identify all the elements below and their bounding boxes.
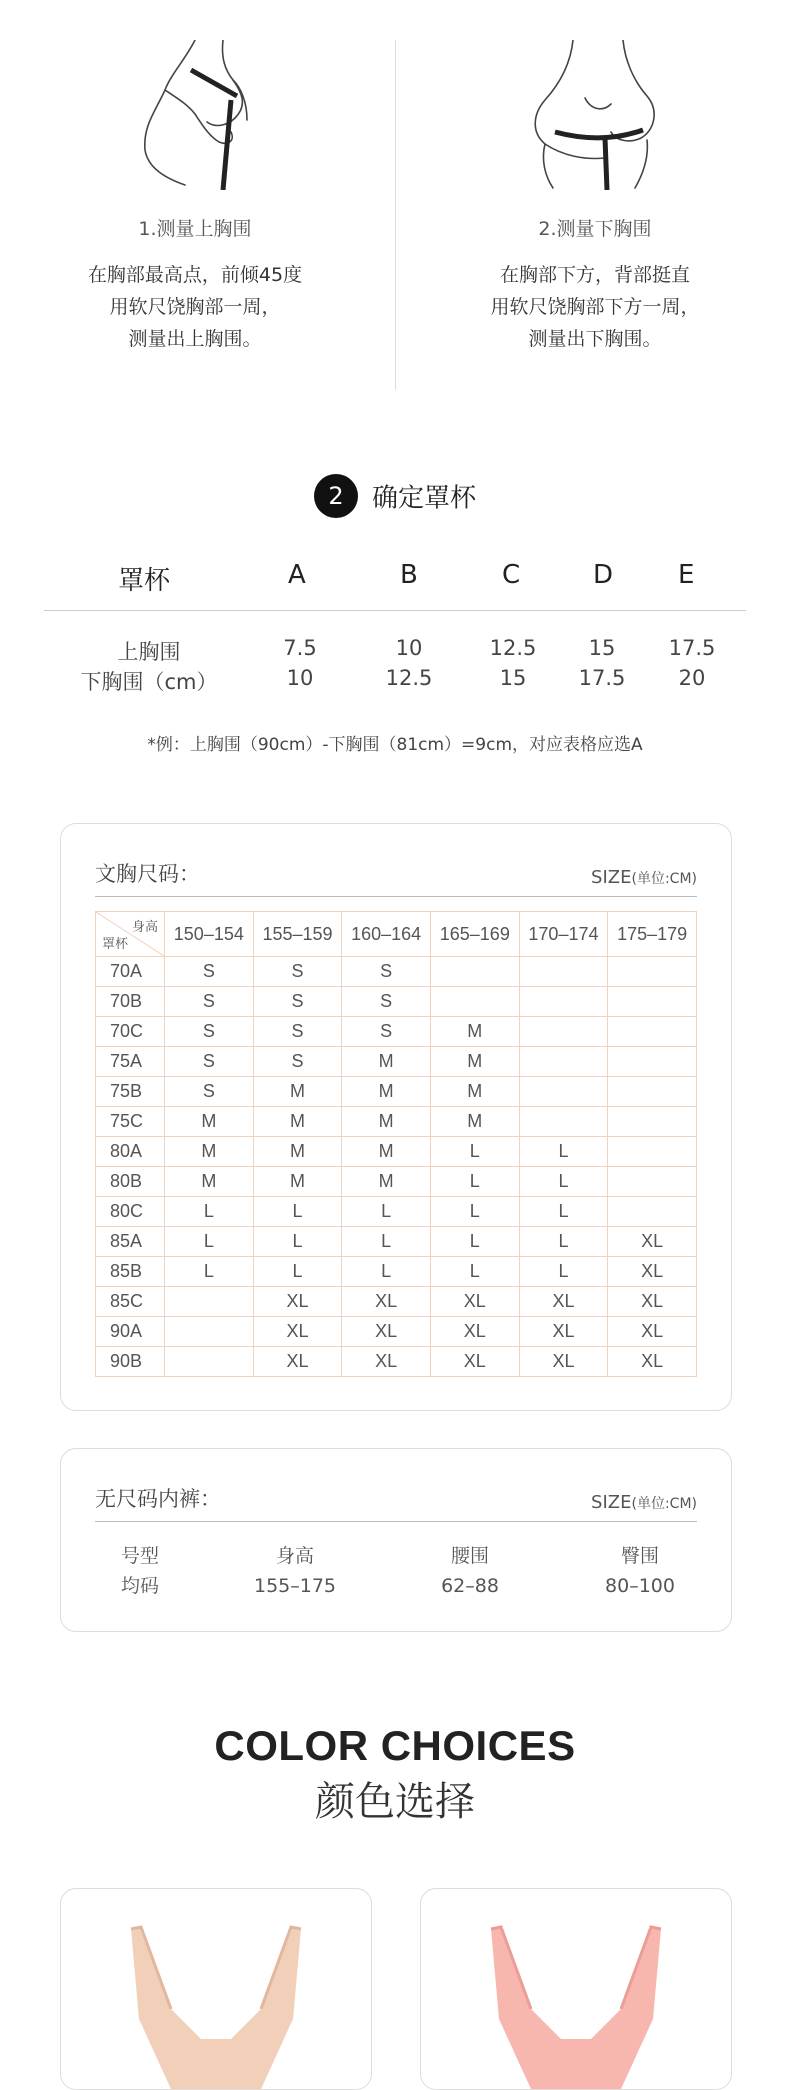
size-cell: S xyxy=(342,987,431,1017)
size-cell: M xyxy=(165,1167,254,1197)
height-col-header: 165–169 xyxy=(430,912,519,957)
size-cell: M xyxy=(342,1047,431,1077)
size-cell xyxy=(519,1077,608,1107)
cup-size-label: 75B xyxy=(96,1077,165,1107)
size-cell: M xyxy=(342,1107,431,1137)
upper-bust-illustration-icon xyxy=(115,40,275,190)
size-cell: L xyxy=(519,1137,608,1167)
bra-size-table xyxy=(95,911,697,1377)
size-cell: L xyxy=(519,1227,608,1257)
bra-size-card xyxy=(60,823,732,1411)
table-row xyxy=(96,1197,697,1227)
cup-header-d: D xyxy=(593,560,614,590)
bra-pink-image xyxy=(421,1889,731,2089)
size-cell xyxy=(519,957,608,987)
cup-value-b: 10 xyxy=(395,636,423,660)
table-row xyxy=(96,1317,697,1347)
size-cell: XL xyxy=(608,1347,697,1377)
height-col-header: 170–174 xyxy=(519,912,608,957)
color-choices-title-cn: 颜色选择 xyxy=(315,1779,475,1825)
table-row xyxy=(96,1287,697,1317)
measure-upper xyxy=(15,40,375,355)
cup-size-label: 70B xyxy=(96,987,165,1017)
size-cell: M xyxy=(342,1137,431,1167)
cup-size-label: 75C xyxy=(96,1107,165,1137)
cup-section-title: 确定罩杯 xyxy=(371,483,476,514)
size-cell: M xyxy=(430,1047,519,1077)
size-cell: L xyxy=(253,1227,342,1257)
cup-header-label: 罩杯 xyxy=(118,566,171,596)
size-cell: M xyxy=(342,1167,431,1197)
panty-size-card xyxy=(60,1448,732,1632)
size-cell: L xyxy=(342,1197,431,1227)
cup-size-label: 90A xyxy=(96,1317,165,1347)
cup-header-b: B xyxy=(400,560,418,590)
size-cell: S xyxy=(165,957,254,987)
size-cell: XL xyxy=(519,1317,608,1347)
bra-nude-image xyxy=(61,1889,371,2089)
size-cell: XL xyxy=(519,1287,608,1317)
size-cell: M xyxy=(165,1107,254,1137)
measure-lower-desc: 在胸部下方，背部挺直 用软尺饶胸部下方一周， 测量出下胸围。 xyxy=(490,264,700,350)
cup-value-d: 15 xyxy=(588,636,616,660)
size-cell: L xyxy=(342,1227,431,1257)
cup-size-label: 80A xyxy=(96,1137,165,1167)
cup-value-a: 7.5 xyxy=(283,636,317,660)
size-cell xyxy=(608,957,697,987)
size-cell: XL xyxy=(342,1287,431,1317)
size-cell: S xyxy=(253,957,342,987)
panty-col-type: 号型 均码 xyxy=(120,1545,159,1597)
panty-col-hip: 臀围 80–100 xyxy=(605,1545,675,1597)
cup-lower-value-d: 17.5 xyxy=(578,666,626,690)
cup-size-label: 85B xyxy=(96,1257,165,1287)
cup-lower-value-b: 12.5 xyxy=(385,666,433,690)
size-cell xyxy=(608,1017,697,1047)
size-cell: S xyxy=(165,1017,254,1047)
color-choices-title-en: COLOR CHOICES xyxy=(214,1722,576,1769)
size-cell: L xyxy=(430,1227,519,1257)
size-cell: M xyxy=(253,1137,342,1167)
size-cell: S xyxy=(342,1017,431,1047)
cup-header-e: E xyxy=(678,560,695,590)
size-cell xyxy=(608,1197,697,1227)
cup-size-label: 80B xyxy=(96,1167,165,1197)
cup-section-heading xyxy=(0,474,790,518)
cup-lower-value-e: 20 xyxy=(678,666,706,690)
panty-col-height: 身高 155–175 xyxy=(253,1545,337,1597)
size-cell xyxy=(165,1347,254,1377)
cup-header-c: C xyxy=(502,560,521,590)
size-cell xyxy=(608,1137,697,1167)
panty-col-waist: 腰围 62–88 xyxy=(441,1545,499,1597)
cup-value-e: 17.5 xyxy=(668,636,716,660)
size-cell: S xyxy=(165,1047,254,1077)
size-cell: M xyxy=(165,1137,254,1167)
measure-divider xyxy=(395,40,396,390)
cup-header-a: A xyxy=(288,560,306,590)
lower-bust-illustration-icon xyxy=(515,40,675,190)
panty-title: 无尺码内裤： xyxy=(95,1487,221,1511)
height-col-header: 155–159 xyxy=(253,912,342,957)
size-cell: L xyxy=(253,1197,342,1227)
table-row xyxy=(96,1347,697,1377)
size-cell: M xyxy=(430,1107,519,1137)
size-cell: M xyxy=(253,1107,342,1137)
table-row xyxy=(96,1167,697,1197)
table-row xyxy=(96,1047,697,1077)
bra-size-header-row xyxy=(96,912,697,957)
cup-row-label-upper: 上胸围 xyxy=(117,640,181,664)
size-cell: L xyxy=(165,1257,254,1287)
cup-size-label: 90B xyxy=(96,1347,165,1377)
table-row xyxy=(96,1107,697,1137)
size-cell: S xyxy=(342,957,431,987)
color-option-nude[interactable] xyxy=(60,1888,372,2090)
cup-example-note: *例：上胸围（90cm）-下胸围（81cm）=9cm，对应表格应选A xyxy=(147,735,643,755)
height-col-header: 160–164 xyxy=(342,912,431,957)
measure-upper-title: 1.测量上胸围 xyxy=(138,218,252,240)
size-cell: XL xyxy=(608,1227,697,1257)
step-number-badge: 2 xyxy=(314,474,358,518)
size-cell: L xyxy=(165,1227,254,1257)
size-cell xyxy=(519,1017,608,1047)
size-cell: L xyxy=(519,1167,608,1197)
cup-size-label: 70C xyxy=(96,1017,165,1047)
cup-size-label: 85A xyxy=(96,1227,165,1257)
size-cell: XL xyxy=(253,1317,342,1347)
size-cell: XL xyxy=(608,1287,697,1317)
size-cell xyxy=(165,1317,254,1347)
size-cell: XL xyxy=(342,1317,431,1347)
size-cell: S xyxy=(165,1077,254,1107)
panty-size-unit: SIZE(单位:CM) xyxy=(591,1492,697,1513)
size-cell: S xyxy=(253,1047,342,1077)
table-row xyxy=(96,1227,697,1257)
size-cell xyxy=(608,1167,697,1197)
cup-lower-value-c: 15 xyxy=(499,666,527,690)
cup-lower-value-a: 10 xyxy=(286,666,314,690)
size-cell: L xyxy=(519,1257,608,1287)
cup-size-label: 80C xyxy=(96,1197,165,1227)
size-cell xyxy=(608,1077,697,1107)
table-row xyxy=(96,1257,697,1287)
size-cell xyxy=(608,1047,697,1077)
size-cell: XL xyxy=(608,1257,697,1287)
size-cell xyxy=(519,1047,608,1077)
size-cell xyxy=(519,1107,608,1137)
bra-size-card-header xyxy=(95,824,697,897)
color-option-pink[interactable] xyxy=(420,1888,732,2090)
table-row xyxy=(96,1077,697,1107)
size-cell: L xyxy=(519,1197,608,1227)
size-cell xyxy=(430,957,519,987)
cup-divider xyxy=(44,610,746,611)
cup-row-label-lower: 下胸围（cm） xyxy=(80,670,218,694)
size-cell: L xyxy=(430,1167,519,1197)
size-cell: L xyxy=(430,1137,519,1167)
size-cell: S xyxy=(253,987,342,1017)
size-cell: XL xyxy=(430,1287,519,1317)
measure-lower-title: 2.测量下胸围 xyxy=(538,218,652,240)
table-row xyxy=(96,987,697,1017)
measure-upper-desc: 在胸部最高点，前倾45度 用软尺饶胸部一周， 测量出上胸围。 xyxy=(87,264,303,350)
height-col-header: 175–179 xyxy=(608,912,697,957)
size-cell: L xyxy=(342,1257,431,1287)
size-cell: M xyxy=(253,1077,342,1107)
bra-size-corner: 身高 罩杯 xyxy=(96,912,165,957)
size-cell: M xyxy=(253,1167,342,1197)
table-row xyxy=(96,1017,697,1047)
size-cell xyxy=(165,1287,254,1317)
size-cell xyxy=(608,987,697,1017)
size-cell: XL xyxy=(519,1347,608,1377)
size-cell: S xyxy=(253,1017,342,1047)
size-cell xyxy=(519,987,608,1017)
table-row xyxy=(96,957,697,987)
cup-size-label: 70A xyxy=(96,957,165,987)
size-cell: M xyxy=(430,1077,519,1107)
bra-size-title: 文胸尺码： xyxy=(95,862,200,886)
size-cell: S xyxy=(165,987,254,1017)
size-cell: XL xyxy=(253,1287,342,1317)
measure-lower xyxy=(415,40,775,355)
table-row xyxy=(96,1137,697,1167)
size-cell: XL xyxy=(342,1347,431,1377)
size-cell: XL xyxy=(608,1317,697,1347)
size-cell: L xyxy=(430,1257,519,1287)
cup-value-c: 12.5 xyxy=(489,636,537,660)
size-cell: M xyxy=(342,1077,431,1107)
height-col-header: 150–154 xyxy=(165,912,254,957)
size-cell: L xyxy=(253,1257,342,1287)
size-cell xyxy=(608,1107,697,1137)
size-cell: XL xyxy=(430,1347,519,1377)
size-cell xyxy=(430,987,519,1017)
size-cell: XL xyxy=(430,1317,519,1347)
size-cell: M xyxy=(430,1017,519,1047)
size-cell: XL xyxy=(253,1347,342,1377)
size-cell: L xyxy=(430,1197,519,1227)
bra-size-unit: SIZE(单位:CM) xyxy=(591,867,697,888)
cup-size-label: 75A xyxy=(96,1047,165,1077)
size-cell: L xyxy=(165,1197,254,1227)
panty-card-header xyxy=(95,1449,697,1522)
cup-size-label: 85C xyxy=(96,1287,165,1317)
